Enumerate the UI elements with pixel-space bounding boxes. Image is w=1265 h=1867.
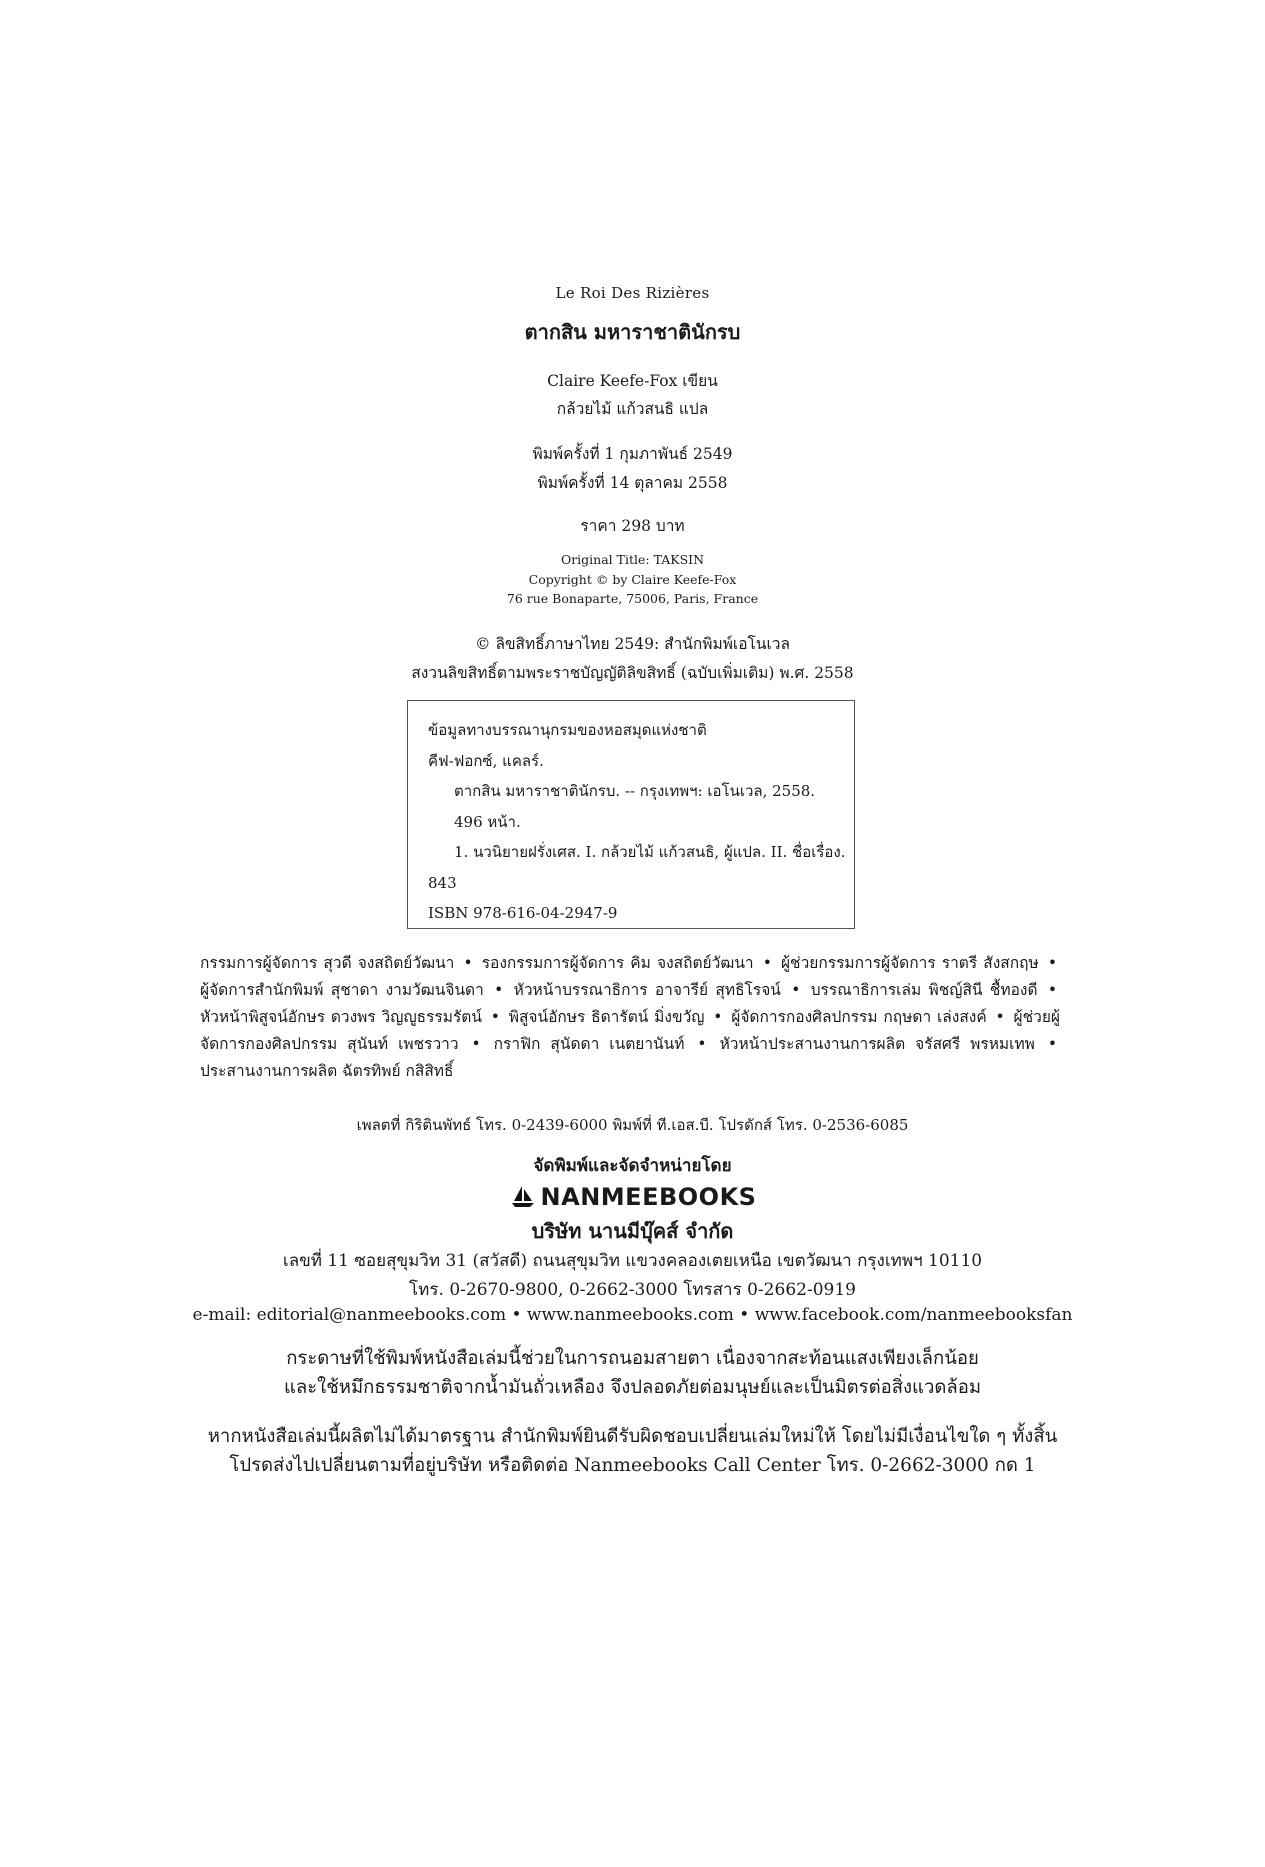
cip-heading: ข้อมูลทางบรรณานุกรมของหอสมุดแห่งชาติ [428,721,707,739]
paper-note-1: กระดาษที่ใช้พิมพ์หนังสือเล่มนี้ช่วยในการถนอมสายตา เนื่องจากสะท้อนแสงเพียงเล็กน้อย [286,1348,979,1369]
logo-text: NANMEEBOOKS [540,1183,757,1211]
defect-note-2: โปรดส่งไปเปลี่ยนตามที่อยู่บริษัท หรือติดต่อ Nanmeebooks Call Center โทร. 0-2662-3000 กด 1 [229,1455,1036,1476]
defect-note-1: หากหนังสือเล่มนี้ผลิตไม่ได้มาตรฐาน สำนักพิมพ์ยินดีรับผิดชอบเปลี่ยนเล่มใหม่ให้ โดยไม่มีเงื่อนไขใด ๆ ทั้งสิ้น [207,1426,1058,1447]
distributor-heading: จัดพิมพ์และจัดจำหน่ายโดย [533,1156,732,1176]
paper-note-2: และใช้หมึกธรรมชาติจากน้ำมันถั่วเหลือง จึงปลอดภัยต่อมนุษย์และเป็นมิตรต่อสิ่งแวดล้อม [283,1377,982,1398]
plate-printing-line: เพลตที่ กิริตินพัทธ์ โทร. 0-2439-6000 พิมพ์ที่ ที.เอส.บี. โปรดักส์ โทร. 0-2536-6085 [356,1116,909,1134]
cip-pages: 496 หน้า. [454,812,521,831]
staff-credit: ผู้ช่วยกรรมการผู้จัดการ ราตรี สังสกฤษ [780,954,1039,972]
company-phones: โทร. 0-2670-9800, 0-2662-3000 โทรสาร 0-2662-0919 [409,1280,856,1300]
author-line: Claire Keefe-Fox เขียน [547,372,718,390]
company-address: เลขที่ 11 ซอยสุขุมวิท 31 (สวัสดี) ถนนสุขุมวิท แขวงคลองเตยเหนือ เขตวัฒนา กรุงเทพฯ 10110 [282,1251,983,1271]
staff-credit: หัวหน้าประสานงานการผลิต จรัสศรี พรหมเทพ [719,1035,1035,1053]
staff-credit: กรรมการผู้จัดการ สุวดี จงสถิตย์วัฒนา [200,954,455,972]
staff-credit: ผู้ช่วยผู้จัดการกองศิลปกรรม สุนันท์ เพชรวาว [200,1008,1061,1053]
staff-credits: กรรมการผู้จัดการ สุวดี จงสถิตย์วัฒนา • รองกรรมการผู้จัดการ คิม จงสถิตย์วัฒนา • ผู้ช่วยกรรมการผู้จัดการ ราตรี สังสกฤษ • ผู้จัดการสำนักพิมพ์ สุชาดา งามวัฒนจินดา • หัวหน้าบรรณาธิการ อาจารีย์ สุทธิโรจน์ • บรรณาธิการเล่ม พิชญ์สินี ชื้ทองดี • หัวหน้าพิสูจน์อักษร ดวงพร วิญญูธรรมรัตน์ • พิสูจน์อักษร ธิดารัตน์ มิ่งขวัญ • ผู้จัดการกองศิลปกรรม กฤษดา เล่งสงค์ • ผู้ช่วยผู้จัดการกองศิลปกรรม สุนันท์ เพชรวาว • กราฟิก สุนัดดา เนตยานันท์ • หัวหน้าประสานงานการผลิต จรัสศรี พรหมเทพ • ประสานงานการผลิต ฉัตรทิพย์ กสิสิทธิ์ [200,954,1061,1080]
staff-credit: กราฟิก สุนัดดา เนตยานันท์ [493,1035,685,1053]
cip-title: ตากสิน มหาราชาตินักรบ. -- กรุงเทพฯ: เอโนเวล, 2558. [454,782,816,800]
original-title-line: Original Title: TAKSIN [560,552,705,567]
cip-subjects: 1. นวนิยายฝรั่งเศส. I. กล้วยไม้ แก้วสนธิ, ผู้แปล. II. ชื่อเรื่อง. [454,843,846,861]
cip-data-box [407,700,855,929]
staff-credit: บรรณาธิการเล่ม พิชญ์สินี ชื้ทองดี [810,981,1038,999]
thai-copyright: © ลิขสิทธิ์ภาษาไทย 2549: สำนักพิมพ์เอโนเวล [475,635,790,653]
french-address: 76 rue Bonaparte, 75006, Paris, France [506,591,759,606]
original-title-french: Le Roi Des Rizières [555,284,710,302]
translator-line: กล้วยไม้ แก้วสนธิ แปล [556,400,709,418]
publisher-logo [0,1183,1265,1211]
staff-credit: ผู้จัดการกองศิลปกรรม กฤษดา เล่งสงค์ [731,1008,987,1026]
company-contacts: e-mail: editorial@nanmeebooks.com • www.nanmeebooks.com • www.facebook.com/nanmeebooksfan [192,1305,1073,1325]
price: ราคา 298 บาท [580,517,685,535]
staff-credit: รองกรรมการผู้จัดการ คิม จงสถิตย์วัฒนา [481,954,754,972]
staff-credit: หัวหน้าพิสูจน์อักษร ดวงพร วิญญูธรรมรัตน์ [200,1008,482,1026]
staff-credit: หัวหน้าบรรณาธิการ อาจารีย์ สุทธิโรจน์ [513,981,781,999]
cip-author: คีฟ-ฟอกซ์, แคลร์. [428,751,544,770]
cip-isbn: ISBN 978-616-04-2947-9 [428,904,618,922]
staff-credit: ประสานงานการผลิต ฉัตรทิพย์ กสิสิทธิ์ [200,1062,454,1080]
staff-credit: ผู้จัดการสำนักพิมพ์ สุชาดา งามวัฒนจินดา [200,981,484,999]
staff-credit: พิสูจน์อักษร ธิดารัตน์ มิ่งขวัญ [508,1008,705,1026]
latest-printing: พิมพ์ครั้งที่ 14 ตุลาคม 2558 [537,474,728,492]
company-name: บริษัท นานมีบุ๊คส์ จำกัด [531,1219,734,1243]
rights-reserved: สงวนลิขสิทธิ์ตามพระราชบัญญัติลิขสิทธิ์ (ฉบับเพิ่มเติม) พ.ศ. 2558 [411,664,854,682]
thai-title: ตากสิน มหาราชาตินักรบ [524,320,741,344]
ship-logo-icon [509,1184,537,1208]
first-printing: พิมพ์ครั้งที่ 1 กุมภาพันธ์ 2549 [532,445,733,463]
copyright-line: Copyright © by Claire Keefe-Fox [528,572,737,587]
cip-class: 843 [428,873,457,892]
